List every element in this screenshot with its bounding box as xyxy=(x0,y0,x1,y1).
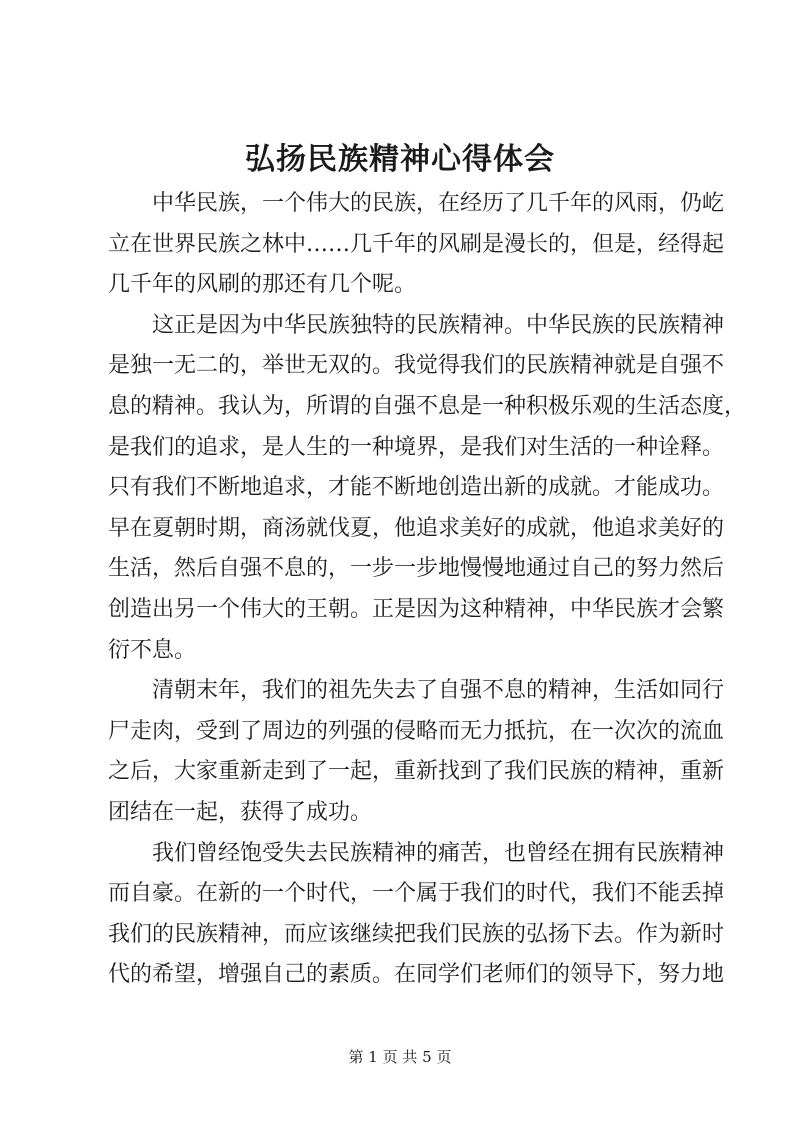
paragraph-line: 代的希望，增强自己的素质。在同学们老师们的领导下，努力地 xyxy=(108,962,725,988)
document-title: 弘扬民族精神心得体会 xyxy=(245,142,555,177)
paragraph-line: 生活，然后自强不息的，一步一步地慢慢地通过自己的努力然后 xyxy=(108,556,725,582)
paragraph-line: 我们曾经饱受失去民族精神的痛苦，也曾经在拥有民族精神 xyxy=(152,840,725,866)
paragraph-line: 是独一无二的，举世无双的。我觉得我们的民族精神就是自强不 xyxy=(108,353,725,379)
paragraph-3 xyxy=(108,671,725,833)
paragraph-line: 息的精神。我认为，所谓的自强不息是一种积极乐观的生活态度， xyxy=(108,393,747,419)
paragraph-line: 中华民族，一个伟大的民族，在经历了几千年的风雨，仍屹 xyxy=(152,191,725,216)
paragraph-line: 我们的民族精神，而应该继续把我们民族的弘扬下去。作为新时 xyxy=(108,921,725,947)
paragraph-1 xyxy=(108,184,725,306)
paragraph-line: 尸走肉，受到了周边的列强的侵略而无力抵抗，在一次次的流血 xyxy=(108,718,725,744)
paragraph-line: 而自豪。在新的一个时代，一个属于我们的时代，我们不能丢掉 xyxy=(108,881,725,907)
paragraph-line: 清朝末年，我们的祖先失去了自强不息的精神，生活如同行 xyxy=(152,678,725,704)
paragraph-line: 几千年的风刷的那还有几个呢。 xyxy=(108,272,417,298)
paragraph-4 xyxy=(108,834,725,996)
paragraph-line: 衍不息。 xyxy=(108,637,197,663)
paragraph-line: 这正是因为中华民族独特的民族精神。中华民族的民族精神 xyxy=(152,312,725,338)
paragraph-line: 创造出另一个伟大的王朝。正是因为这种精神，中华民族才会繁 xyxy=(108,596,725,622)
paragraph-line: 团结在一起，获得了成功。 xyxy=(108,799,373,825)
paragraph-line: 是我们的追求，是人生的一种境界，是我们对生活的一种诠释。 xyxy=(108,434,725,460)
paragraph-line: 之后，大家重新走到了一起，重新找到了我们民族的精神，重新 xyxy=(108,759,725,785)
paragraph-2 xyxy=(108,306,747,671)
document-body xyxy=(108,184,747,996)
paragraph-line: 立在世界民族之林中……几千年的风刷是漫长的，但是，经得起 xyxy=(108,231,725,257)
paragraph-line: 早在夏朝时期，商汤就伐夏，他追求美好的成就，他追求美好的 xyxy=(108,515,725,541)
page-footer: 第 1 页 共 5 页 xyxy=(348,1048,452,1066)
paragraph-line: 只有我们不断地追求，才能不断地创造出新的成就。才能成功。 xyxy=(108,475,725,501)
